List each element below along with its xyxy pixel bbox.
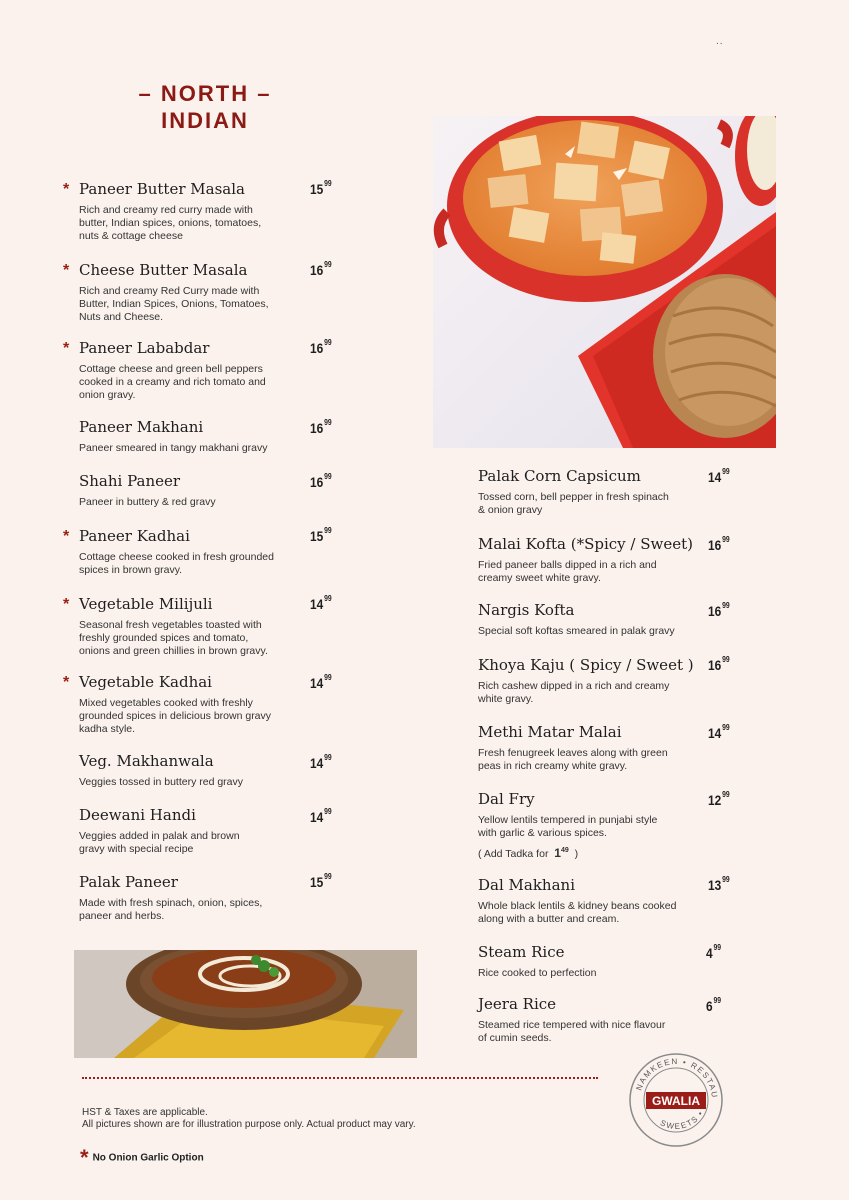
menu-item-description: Yellow lentils tempered in punjabi style with garlic & various spices. — [478, 814, 658, 839]
star-icon: * — [80, 1145, 89, 1170]
menu-item-description: Veggies tossed in buttery red gravy — [79, 776, 244, 788]
menu-item-price: $16^{99}$ — [708, 601, 730, 619]
menu-item-palak-paneer — [79, 873, 262, 923]
menu-item-description: Rich and creamy red curry made with butter, Indian spices, onions, tomatoes, nuts & cottage cheese — [79, 204, 262, 242]
menu-item-price: $16^{99}$ — [310, 260, 332, 278]
menu-item-description: Made with fresh spinach, onion, spices, paneer and herbs. — [79, 897, 263, 922]
legend-text: No Onion Garlic Option — [92, 1152, 204, 1164]
menu-item-dal-fry — [478, 790, 657, 860]
menu-item-price: $14^{99}$ — [310, 807, 332, 825]
no-onion-garlic-star-icon: * — [63, 674, 70, 691]
tax-note: HST & Taxes are applicable. — [82, 1107, 208, 1118]
menu-item-description: Cottage cheese and green bell peppers cooked in a creamy and rich tomato and onion gravy. — [79, 363, 266, 401]
menu-item-price: $12^{99}$ — [708, 790, 730, 808]
menu-item-vegetable-milijuli — [63, 595, 268, 658]
gwalia-logo — [628, 1052, 724, 1148]
menu-item-price: $13^{99}$ — [708, 875, 730, 893]
menu-item-shahi-paneer — [79, 472, 216, 509]
menu-item-description: Fresh fenugreek leaves along with green peas in rich creamy white gravy. — [478, 747, 668, 772]
menu-item-name: Veg. Makhanwala — [79, 752, 214, 770]
menu-item-description: Paneer smeared in tangy makhani gravy — [79, 442, 268, 454]
menu-item-veg-makhanwala — [79, 752, 243, 789]
menu-item-steam-rice — [478, 943, 596, 980]
menu-item-description: Steamed rice tempered with nice flavour of cumin seeds. — [478, 1019, 666, 1044]
menu-item-price: $15^{99}$ — [310, 872, 332, 890]
svg-text:SWEETS •: SWEETS • — [658, 1108, 706, 1132]
menu-item-description: Cottage cheese cooked in fresh grounded spices in brown gravy. — [79, 551, 274, 576]
no-onion-garlic-star-icon: * — [63, 528, 70, 545]
paneer-curry-photo — [433, 116, 776, 448]
legend — [80, 1145, 204, 1171]
menu-item-price: $4^{99}$ — [706, 943, 722, 961]
menu-item-description: Rich and creamy Red Curry made with Butter, Indian Spices, Onions, Tomatoes, Nuts and Cheese. — [79, 285, 269, 323]
menu-item-description: Special soft koftas smeared in palak gravy — [478, 625, 675, 637]
menu-item-price: $16^{99}$ — [708, 655, 730, 673]
menu-item-name: Malai Kofta (*Spicy / Sweet) — [478, 535, 693, 553]
menu-item-description: Tossed corn, bell pepper in fresh spinach & onion gravy — [478, 491, 669, 516]
no-onion-garlic-star-icon: * — [63, 262, 70, 279]
menu-item-name: Shahi Paneer — [79, 472, 181, 490]
menu-item-name: Khoya Kaju ( Spicy / Sweet ) — [478, 656, 694, 674]
menu-item-deewani-handi — [79, 806, 240, 856]
menu-item-jeera-rice — [478, 995, 665, 1045]
menu-item-name: Paneer Makhani — [79, 418, 204, 436]
menu-item-paneer-lababdar — [63, 339, 266, 402]
menu-item-name: Dal Makhani — [478, 876, 575, 894]
menu-item-description: Whole black lentils & kidney beans cooked along with a butter and cream. — [478, 900, 677, 925]
menu-item-price: $14^{99}$ — [310, 673, 332, 691]
menu-item-price: $6^{99}$ — [706, 996, 722, 1014]
menu-item-name: Jeera Rice — [478, 995, 557, 1013]
menu-item-name: Cheese Butter Masala — [79, 261, 248, 279]
menu-item-name: Vegetable Milijuli — [79, 595, 213, 613]
menu-item-price: $14^{99}$ — [310, 594, 332, 612]
menu-item-name: Palak Paneer — [79, 873, 178, 891]
menu-item-description: Paneer in buttery & red gravy — [79, 496, 216, 508]
menu-item-name: Vegetable Kadhai — [79, 673, 212, 691]
menu-item-name: Deewani Handi — [79, 806, 196, 824]
menu-item-name: Paneer Butter Masala — [79, 180, 245, 198]
menu-item-price: $16^{99}$ — [310, 472, 332, 490]
menu-item-name: Paneer Lababdar — [79, 339, 210, 357]
menu-item-khoya-kaju — [478, 656, 694, 706]
menu-item-name: Steam Rice — [478, 943, 565, 961]
svg-text:GWALIA: GWALIA — [652, 1094, 700, 1108]
menu-item-price: $16^{99}$ — [310, 338, 332, 356]
menu-item-price: $14^{99}$ — [708, 467, 730, 485]
menu-item-name: Dal Fry — [478, 790, 535, 808]
menu-item-price: $16^{99}$ — [708, 535, 730, 553]
no-onion-garlic-star-icon: * — [63, 340, 70, 357]
no-onion-garlic-star-icon: * — [63, 181, 70, 198]
corner-mark: .. — [716, 36, 724, 47]
menu-item-description: Fried paneer balls dipped in a rich and creamy sweet white gravy. — [478, 559, 657, 584]
menu-item-name: Nargis Kofta — [478, 601, 575, 619]
menu-item-description: Rich cashew dipped in a rich and creamy white gravy. — [478, 680, 670, 705]
add-tadka-note: ( Add Tadka for $1^{49}$ ) — [478, 846, 579, 860]
menu-item-price: $14^{99}$ — [310, 753, 332, 771]
heading-line-2: INDIAN — [161, 108, 249, 133]
no-onion-garlic-star-icon: * — [63, 596, 70, 613]
menu-item-methi-matar-malai — [478, 723, 668, 773]
menu-item-name: Palak Corn Capsicum — [478, 467, 641, 485]
menu-item-dal-makhani — [478, 876, 676, 926]
illustration-note: All pictures shown are for illustration purpose only. Actual product may vary. — [82, 1119, 416, 1130]
menu-item-name: Methi Matar Malai — [478, 723, 622, 741]
menu-item-description: Mixed vegetables cooked with freshly grounded spices in delicious brown gravy kadha style. — [79, 697, 272, 735]
menu-item-paneer-butter-masala — [63, 180, 262, 243]
menu-item-name: Paneer Kadhai — [79, 527, 190, 545]
menu-item-description: Veggies added in palak and brown gravy with special recipe — [79, 830, 240, 855]
menu-item-nargis-kofta — [478, 601, 675, 638]
svg-text:NAMKEEN • RESTAURANT •: NAMKEEN • RESTAU — [634, 1056, 720, 1100]
heading-line-1: – NORTH – — [138, 81, 272, 106]
menu-item-price: $15^{99}$ — [310, 526, 332, 544]
menu-item-description: Seasonal fresh vegetables toasted with freshly grounded spices and tomato, onions and green chillies in brown gravy. — [79, 619, 268, 657]
dal-makhani-photo — [74, 950, 417, 1058]
menu-item-paneer-makhani — [79, 418, 268, 455]
section-heading — [105, 80, 305, 134]
menu-item-malai-kofta — [478, 535, 693, 585]
footer-notes — [82, 1107, 416, 1131]
menu-item-price: $16^{99}$ — [310, 418, 332, 436]
menu-item-paneer-kadhai — [63, 527, 274, 577]
menu-item-price: $15^{99}$ — [310, 179, 332, 197]
menu-item-vegetable-kadhai — [63, 673, 272, 736]
menu-item-description: Rice cooked to perfection — [478, 967, 597, 979]
menu-item-price: $14^{99}$ — [708, 723, 730, 741]
menu-item-cheese-butter-masala — [63, 261, 269, 324]
dotted-divider — [82, 1077, 598, 1079]
menu-item-palak-corn-capsicum — [478, 467, 669, 517]
